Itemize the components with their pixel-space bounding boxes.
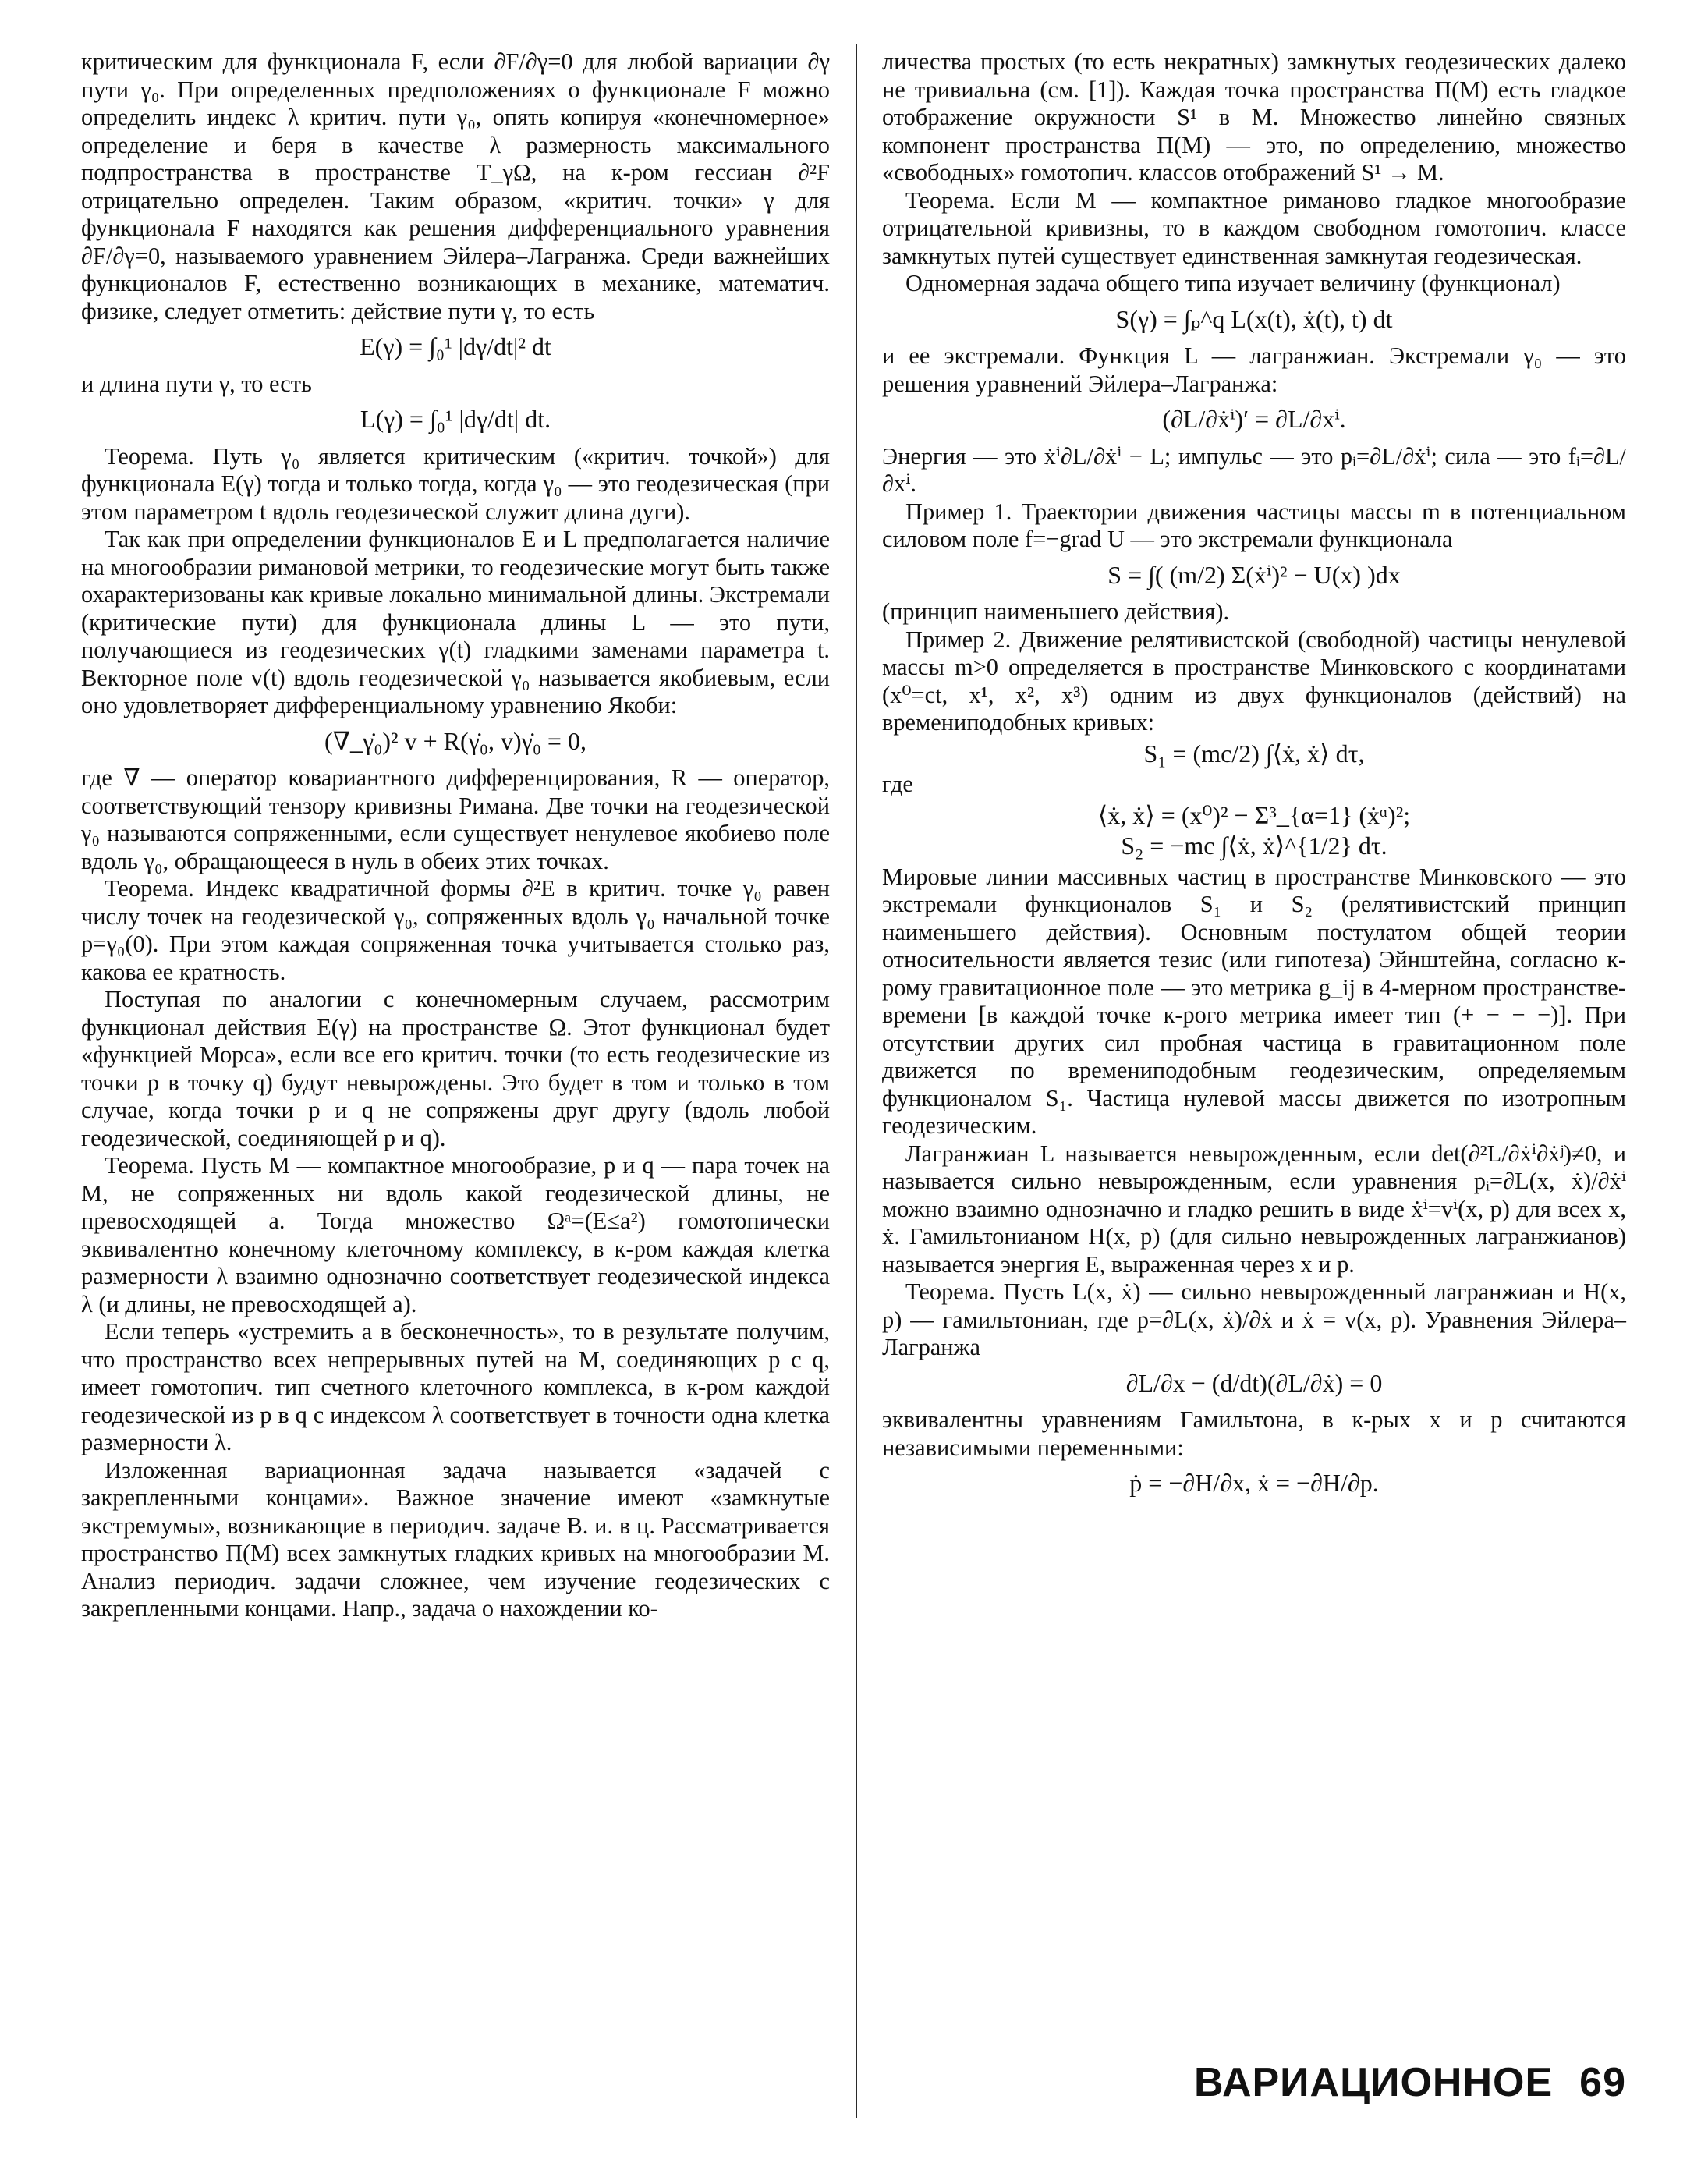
left-column [81,48,830,1623]
paragraph: критическим для функционала F, если ∂F/∂γ=0 для любой вариации ∂γ пути γ₀. При определенных предположениях о функционале F можно определить индекс λ критич. пути γ₀, опять копируя «конечномерное» определение и беря в качестве λ размерность максимального подпространства в пространстве T_γΩ, на к-ром гессиан ∂²F отрицательно определен. Таким образом, «критич. точки» γ для функционала F находятся как решения дифференциального уравнения ∂F/∂γ=0, называемого уравнением Эйлера–Лагранжа. Среди важнейших функционалов F, естественно возникающих в механике, математич. физике, следует отметить: действие пути γ, то есть [81,48,830,324]
paragraph: Поступая по аналогии с конечномерным случаем, рассмотрим функционал действия E(γ) на пространстве Ω. Этот функционал будет «функцией Морса», если все его критич. точки (то есть геодезические из точки p в точку q) будут невырождены. Это будет в том и только в том случае, когда точки p и q не сопряжены друг другу (вдоль любой геодезической, соединяющей p и q). [81,986,830,1151]
example-paragraph: Пример 1. Траектории движения частицы массы m в потенциальном силовом поле f=−grad U — это экстремали функционала [882,498,1626,552]
formula-action: E(γ) = ∫₀¹ |dγ/dt|² dt [360,332,551,360]
formula-euler-lagrange-2: ∂L/∂x − (d/dt)(∂L/∂ẋ) = 0 [1125,1368,1383,1397]
theorem-paragraph: Теорема. Путь γ₀ является критическим («критич. точкой») для функционала E(γ) тогда и только тогда, когда γ₀ — это геодезическая (при этом параметром t вдоль геодезической служит длина дуги). [81,442,830,525]
paragraph: личества простых (то есть некратных) замкнутых геодезических далеко не тривиальна (см. [1]). Каждая точка пространства Π(M) есть гладкое отображение окружности S¹ в M. Множество линейно связных компонент пространства Π(M) — это, по определению, множество «свободных» гомотопич. классов отображений S¹ → M. [882,48,1626,186]
formula-least-action: S = ∫( (m/2) Σ(ẋⁱ)² − U(x) )dx [1107,560,1401,589]
paragraph: Мировые линии массивных частиц в пространстве Минковского — это экстремали функционалов S₁ и S₂ (релятивистский принцип наименьшего действия). Основным постулатом общей теории относительности является тезис (или гипотеза) Эйнштейна, согласно к-рому гравитационное поле — это метрика g_ij в 4-мерном пространстве-времени [в каждой точке к-рого метрика имеет тип (+ − − −)]. При отсутствии других сил пробная частица в гравитационном поле движется по времениподобным геодезическим, определяемым функционалом S₁. Частица нулевой массы движется по изотропным геодезическим. [882,863,1626,1139]
theorem-paragraph: Теорема. Пусть L(x, ẋ) — сильно невырожденный лагранжиан и H(x, p) — гамильтониан, где p=∂L(x, ẋ)/∂ẋ и ẋ = v(x, p). Уравнения Эйлера–Лагранжа [882,1278,1626,1360]
paragraph: (принцип наименьшего действия). [882,598,1230,625]
formula-inner-product: ⟨ẋ, ẋ⟩ = (x⁰)² − Σ³_{α=1} (ẋᵅ)²; [1097,800,1411,829]
formula-functional: S(γ) = ∫ₚ^q L(x(t), ẋ(t), t) dt [1115,304,1393,333]
paragraph: Лагранжиан L называется невырожденным, если det(∂²L/∂ẋⁱ∂ẋʲ)≠0, и называется сильно невырожденным, если уравнения pᵢ=∂L(x, ẋ)/∂ẋⁱ можно взаимно однозначно и гладко решить в виде ẋⁱ=vⁱ(x, p) для всех x, ẋ. Гамильтонианом H(x, p) (для сильно невырожденных лагранжианов) называется энергия E, выраженная через x и p. [882,1140,1626,1278]
column-divider [856,44,857,2118]
example-paragraph: Пример 2. Движение релятивистской (свободной) частицы ненулевой массы m>0 определяется в пространстве Минковского с координатами (x⁰=ct, x¹, x², x³) одним из двух функционалов (действий) на времениподобных кривых: [882,626,1626,736]
running-head-title: ВАРИАЦИОННОЕ [1193,2060,1554,2105]
paragraph: Изложенная вариационная задача называется «задачей с закрепленными концами». Важное значение имеют «замкнутые экстремумы», возникающие в периодич. задаче В. и. в ц. Рассматривается пространство Π(M) всех замкнутых гладких кривых на многообразии M. Анализ периодич. задачи сложнее, чем изучение геодезических с закрепленными концами. Напр., задача о нахождении ко- [81,1456,830,1622]
paragraph: Если теперь «устремить a в бесконечность», то в результате получим, что пространство всех непрерывных путей на M, соединяющих p с q, имеет гомотопич. тип счетного клеточного комплекса, в к-ром каждой геодезической из p в q с индексом λ соответствует в точности одна клетка размерности λ. [81,1318,830,1455]
theorem-paragraph: Теорема. Пусть M — компактное многообразие, p и q — пара точек на M, не сопряженных ни вдоль какой геодезической длины, не превосходящей a. Тогда множество Ωᵃ=(E≤a²) гомотопически эквивалентно конечному клеточному комплексу, в к-ром каждая клетка размерности λ взаимно однозначно соответствует геодезической индекса λ (и длины, не превосходящей a). [81,1152,830,1317]
formula-s2: S₂ = −mc ∫⟨ẋ, ẋ⟩^{1/2} dτ. [1121,831,1387,860]
paragraph: эквивалентны уравнениям Гамильтона, в к-рых x и p считаются независимыми переменными: [882,1406,1626,1461]
paragraph: и ее экстремали. Функция L — лагранжиан. Экстремали γ₀ — это решения уравнений Эйлера–Лагранжа: [882,342,1626,397]
page-number: 69 [1579,2060,1626,2105]
paragraph: где [882,771,913,797]
theorem-paragraph: Теорема. Если M — компактное риманово гладкое многообразие отрицательной кривизны, то в каждом свободном гомотопич. классе замкнутых путей существует единственная замкнутая геодезическая. [882,186,1626,269]
paragraph: Так как при определении функционалов E и L предполагается наличие на многообразии римановой метрики, то геодезические могут быть также охарактеризованы как кривые локально минимальной длины. Экстремали (критические пути) для функционала длины L — это пути, получающиеся из геодезических γ(t) гладкими заменами параметра t. Векторное поле v(t) вдоль геодезической γ₀ называется якобиевым, если оно удовлетворяет дифференциальному уравнению Якоби: [81,526,830,718]
formula-hamilton: ṗ = −∂H/∂x, ẋ = −∂H/∂p. [1129,1469,1379,1497]
formula-euler-lagrange: (∂L/∂ẋⁱ)′ = ∂L/∂xⁱ. [1162,405,1346,433]
paragraph: Энергия — это ẋⁱ∂L/∂ẋⁱ − L; импульс — это pᵢ=∂L/∂ẋⁱ; сила — это fᵢ=∂L/∂xⁱ. [882,442,1626,497]
formula-s1: S₁ = (mc/2) ∫⟨ẋ, ẋ⟩ dτ, [1143,739,1365,768]
formula-length: L(γ) = ∫₀¹ |dγ/dt| dt. [360,405,551,433]
right-column [882,48,1626,1507]
running-head [1162,2059,1626,2106]
paragraph: где ∇ — оператор ковариантного дифференцирования, R — оператор, соответствующий тензору кривизны Римана. Две точки на геодезической γ₀ называются сопряженными, если существует ненулевое якобиево поле вдоль γ₀, обращающееся в нуль в обеих этих точках. [81,764,830,874]
formula-jacobi: (∇_γ̇₀)² v + R(γ̇₀, v)γ̇₀ = 0, [324,726,586,755]
paragraph: и длина пути γ, то есть [81,370,312,397]
paragraph: Одномерная задача общего типа изучает величину (функционал) [905,270,1561,296]
theorem-paragraph: Теорема. Индекс квадратичной формы ∂²E в критич. точке γ₀ равен числу точек на геодезической γ₀, сопряженных вдоль γ₀ начальной точке p=γ₀(0). При этом каждая сопряженная точка учитывается столько раз, какова ее кратность. [81,875,830,985]
